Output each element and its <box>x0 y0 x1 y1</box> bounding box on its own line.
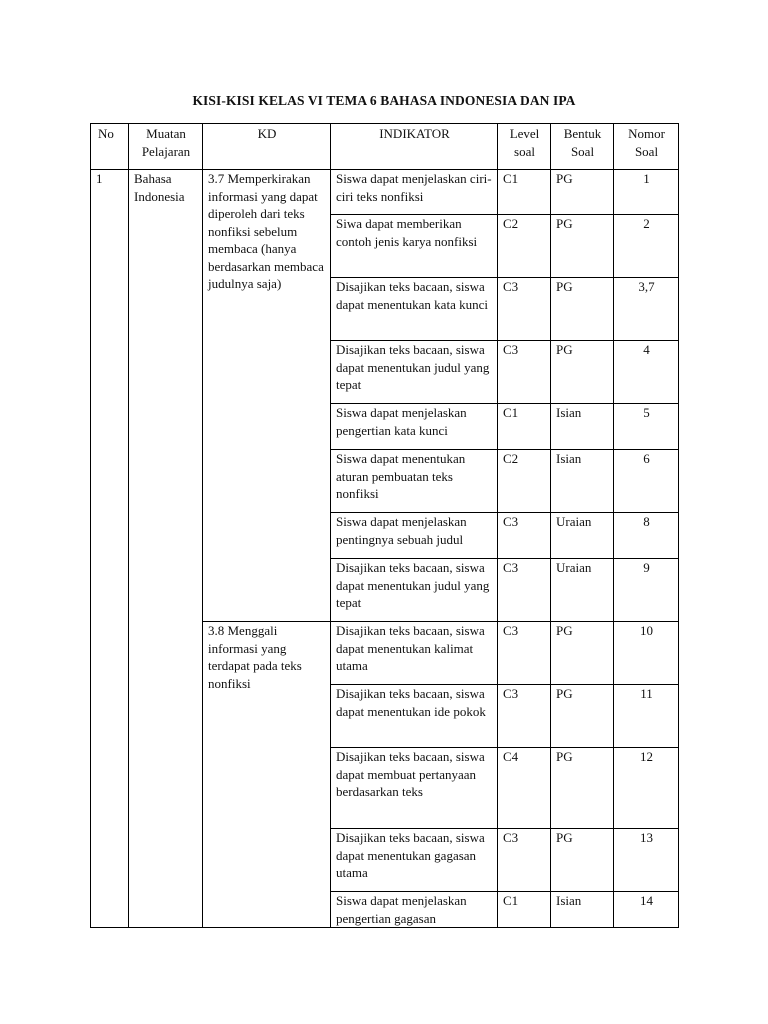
table-row <box>91 170 679 215</box>
indikator-cell: Disajikan teks bacaan, siswa dapat menentukan ide pokok <box>331 685 498 748</box>
header-level: Level soal <box>498 124 551 170</box>
nomor-soal-cell: 13 <box>614 829 679 892</box>
nomor-soal-cell: 2 <box>614 215 679 278</box>
document-title: KISI-KISI KELAS VI TEMA 6 BAHASA INDONESIA DAN IPA <box>192 93 576 108</box>
level-cell: C2 <box>498 215 551 278</box>
indikator-cell: Siswa dapat menjelaskan ciri-ciri teks nonfiksi <box>331 170 498 215</box>
bentuk-soal-cell: PG <box>551 170 614 215</box>
indikator-cell: Siswa dapat menjelaskan pengertian gagasan <box>331 892 498 928</box>
table-header-row <box>91 124 679 170</box>
indikator-cell: Disajikan teks bacaan, siswa dapat menentukan kata kunci <box>331 278 498 341</box>
kd-cell: 3.8 Menggali informasi yang terdapat pada teks nonfiksi <box>203 622 331 928</box>
muatan-pelajaran-cell: Bahasa Indonesia <box>129 170 203 928</box>
level-cell: C3 <box>498 513 551 559</box>
level-cell: C3 <box>498 622 551 685</box>
nomor-soal-cell: 6 <box>614 450 679 513</box>
level-cell: C3 <box>498 829 551 892</box>
header-bentuk: Bentuk Soal <box>551 124 614 170</box>
indikator-cell: Disajikan teks bacaan, siswa dapat menentukan judul yang tepat <box>331 559 498 622</box>
bentuk-soal-cell: Isian <box>551 450 614 513</box>
level-cell: C1 <box>498 170 551 215</box>
table-body <box>91 170 679 928</box>
bentuk-soal-cell: Isian <box>551 404 614 450</box>
header-muatan: Muatan Pelajaran <box>129 124 203 170</box>
indikator-cell: Siswa dapat menjelaskan pengertian kata kunci <box>331 404 498 450</box>
level-cell: C2 <box>498 450 551 513</box>
nomor-soal-cell: 14 <box>614 892 679 928</box>
indikator-cell: Disajikan teks bacaan, siswa dapat menentukan judul yang tepat <box>331 341 498 404</box>
indikator-cell: Siswa dapat menentukan aturan pembuatan teks nonfiksi <box>331 450 498 513</box>
level-cell: C3 <box>498 341 551 404</box>
bentuk-soal-cell: Isian <box>551 892 614 928</box>
level-cell: C1 <box>498 404 551 450</box>
indikator-cell: Disajikan teks bacaan, siswa dapat menentukan kalimat utama <box>331 622 498 685</box>
level-cell: C3 <box>498 685 551 748</box>
bentuk-soal-cell: PG <box>551 685 614 748</box>
bentuk-soal-cell: PG <box>551 748 614 829</box>
bentuk-soal-cell: PG <box>551 215 614 278</box>
indikator-cell: Siwa dapat memberikan contoh jenis karya nonfiksi <box>331 215 498 278</box>
level-cell: C4 <box>498 748 551 829</box>
indikator-cell: Siswa dapat menjelaskan pentingnya sebuah judul <box>331 513 498 559</box>
kd-cell: 3.7 Memperkirakan informasi yang dapat diperoleh dari teks nonfiksi sebelum membaca (hanya berdasarkan membaca judulnya saja) <box>203 170 331 622</box>
header-no: No <box>91 124 129 170</box>
nomor-soal-cell: 5 <box>614 404 679 450</box>
header-kd: KD <box>203 124 331 170</box>
nomor-soal-cell: 1 <box>614 170 679 215</box>
bentuk-soal-cell: Uraian <box>551 513 614 559</box>
nomor-soal-cell: 11 <box>614 685 679 748</box>
header-nomor: Nomor Soal <box>614 124 679 170</box>
level-cell: C1 <box>498 892 551 928</box>
nomor-soal-cell: 3,7 <box>614 278 679 341</box>
level-cell: C3 <box>498 278 551 341</box>
indikator-cell: Disajikan teks bacaan, siswa dapat menentukan gagasan utama <box>331 829 498 892</box>
nomor-soal-cell: 10 <box>614 622 679 685</box>
header-indikator: INDIKATOR <box>331 124 498 170</box>
nomor-soal-cell: 9 <box>614 559 679 622</box>
bentuk-soal-cell: PG <box>551 341 614 404</box>
bentuk-soal-cell: PG <box>551 622 614 685</box>
level-cell: C3 <box>498 559 551 622</box>
bentuk-soal-cell: PG <box>551 278 614 341</box>
nomor-soal-cell: 8 <box>614 513 679 559</box>
kisi-kisi-table <box>90 123 679 928</box>
indikator-cell: Disajikan teks bacaan, siswa dapat membuat pertanyaan berdasarkan teks <box>331 748 498 829</box>
bentuk-soal-cell: PG <box>551 829 614 892</box>
row-number-cell: 1 <box>91 170 129 928</box>
nomor-soal-cell: 4 <box>614 341 679 404</box>
nomor-soal-cell: 12 <box>614 748 679 829</box>
bentuk-soal-cell: Uraian <box>551 559 614 622</box>
